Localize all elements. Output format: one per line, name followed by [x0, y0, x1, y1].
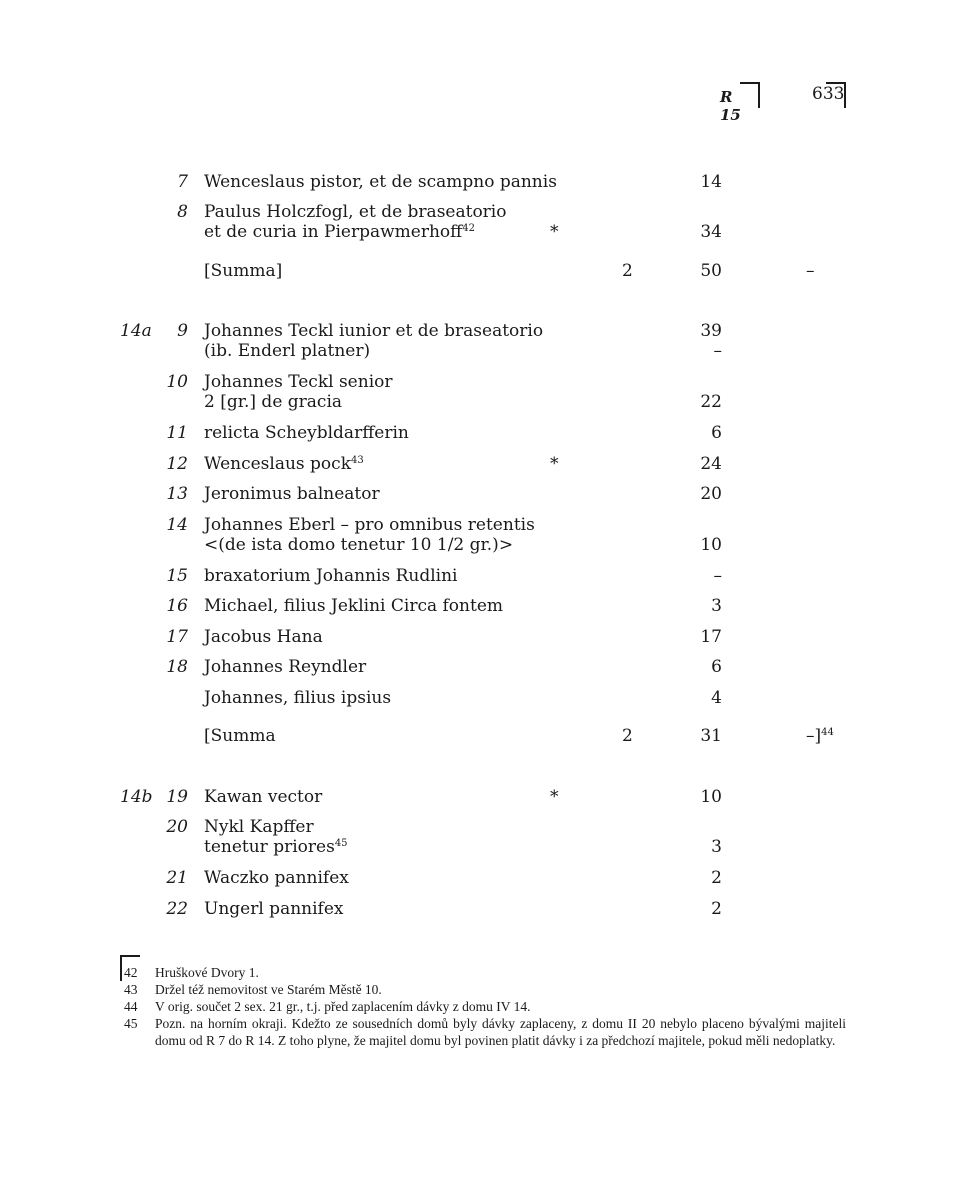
group-label: 14b — [120, 787, 153, 807]
footnote — [124, 998, 846, 1015]
groschen-value: 39 — [700, 321, 722, 341]
entry-text: Nykl Kapffer — [204, 817, 314, 837]
footnote-reference: 43 — [351, 455, 364, 466]
entry-number: 13 — [166, 484, 188, 504]
entry-number: 20 — [166, 817, 188, 837]
entry-text: (ib. Enderl platner) — [204, 341, 371, 361]
groschen-value: 31 — [700, 726, 722, 746]
entry-text: Kawan vector — [204, 787, 323, 807]
groschen-value: 10 — [700, 787, 722, 807]
footnote-number: 45 — [124, 1016, 138, 1031]
entry-number: 14 — [166, 515, 188, 535]
entry-number: 11 — [166, 423, 188, 443]
footnote-text: V orig. součet 2 sex. 21 gr., t.j. před zaplacením dávky z domu IV 14. — [155, 999, 531, 1014]
entry-text — [204, 454, 364, 474]
section-marker-rule — [758, 82, 760, 108]
groschen-value: 20 — [700, 484, 722, 504]
entry-text — [204, 837, 348, 857]
footnote-number: 42 — [124, 965, 138, 980]
entry-text: [Summa] — [204, 261, 283, 281]
sexagena-value: 2 — [622, 261, 633, 281]
groschen-value: 6 — [711, 657, 722, 677]
footnote-text: Držel též nemovitost ve Starém Městě 10. — [155, 982, 382, 997]
groschen-value: 24 — [700, 454, 722, 474]
asterisk-mark: * — [550, 787, 559, 807]
groschen-value: 2 — [711, 899, 722, 919]
asterisk-mark: * — [550, 222, 559, 242]
entry-number: 17 — [166, 627, 188, 647]
groschen-value: 50 — [700, 261, 722, 281]
groschen-value: – — [713, 566, 722, 586]
footnote-number: 43 — [124, 982, 138, 997]
entry-text: Johannes Teckl senior — [204, 372, 393, 392]
entry-text: Wenceslaus pistor, et de scampno pannis — [204, 172, 557, 192]
entry-text: Johannes, filius ipsius — [204, 688, 392, 708]
entry-number: 22 — [166, 899, 188, 919]
footnote-reference: 45 — [334, 838, 348, 849]
entry-text: Jacobus Hana — [204, 627, 323, 647]
entry-text: Waczko pannifex — [204, 868, 349, 888]
footnote-text: Pozn. na horním okraji. Kdežto ze sousedních domů byly dávky zaplaceny, z domu II 20 nebylo placeno bývalými majiteli domu od R 7 do R 14. Z toho plyne, že majitel domu byl povinen platit dávky i za předchozí majitele, pokud měli nedoplatky. — [155, 1016, 846, 1048]
entry-number: 8 — [177, 202, 188, 222]
footnote — [124, 964, 846, 981]
entry-text — [204, 222, 475, 242]
footnote — [124, 1015, 846, 1049]
entry-text: <(de ista domo tenetur 10 1/2 gr.)> — [204, 535, 514, 555]
groschen-value: 22 — [700, 392, 722, 412]
footnote-reference: 44 — [821, 727, 834, 738]
footnote-number: 44 — [124, 999, 138, 1014]
groschen-value: 14 — [700, 172, 722, 192]
groschen-value: 6 — [711, 423, 722, 443]
entry-number: 19 — [166, 787, 188, 807]
entry-text: Jeronimus balneator — [204, 484, 380, 504]
footnote-rule-vertical — [120, 955, 122, 981]
page-number-rule — [844, 82, 846, 108]
entry-number: 15 — [166, 566, 188, 586]
denar-text: –] — [806, 726, 822, 746]
entry-number: 18 — [166, 657, 188, 677]
entry-text: braxatorium Johannis Rudlini — [204, 566, 458, 586]
groschen-value: 2 — [711, 868, 722, 888]
entry-number: 12 — [166, 454, 188, 474]
denar-value: – — [806, 261, 815, 281]
entry-text: Michael, filius Jeklini Circa fontem — [204, 596, 504, 616]
entry-text-line: et de curia in Pierpawmerhoff — [204, 222, 463, 242]
page-number-rule-top — [826, 82, 846, 84]
groschen-value: 17 — [700, 627, 722, 647]
entry-number: 10 — [166, 372, 188, 392]
footnote — [124, 981, 846, 998]
groschen-value: 34 — [700, 222, 722, 242]
groschen-value: 10 — [700, 535, 722, 555]
page-number: 633 — [812, 84, 845, 104]
entry-text: Johannes Reyndler — [204, 657, 367, 677]
entry-text: Paulus Holczfogl, et de braseatorio — [204, 202, 507, 222]
entry-text: relicta Scheybldarfferin — [204, 423, 409, 443]
groschen-value: 3 — [711, 837, 722, 857]
section-marker-rule-top — [740, 82, 760, 84]
entry-text: 2 [gr.] de gracia — [204, 392, 343, 412]
footnote-rule-horizontal — [120, 955, 140, 957]
entry-text: Ungerl pannifex — [204, 899, 344, 919]
footnote-reference: 42 — [462, 223, 475, 234]
denar-value — [806, 726, 834, 746]
entry-text: [Summa — [204, 726, 276, 746]
entry-text: Johannes Teckl iunior et de braseatorio — [204, 321, 544, 341]
section-marker: R 15 — [720, 88, 741, 124]
groschen-value: 4 — [711, 688, 722, 708]
entry-text-line: Wenceslaus pock — [204, 454, 351, 474]
footnote-text: Hruškové Dvory 1. — [155, 965, 259, 980]
entry-number: 16 — [166, 596, 188, 616]
sexagena-value: 2 — [622, 726, 633, 746]
asterisk-mark: * — [550, 454, 559, 474]
group-label: 14a — [120, 321, 152, 341]
entry-text: Johannes Eberl – pro omnibus retentis — [204, 515, 535, 535]
entry-number: 21 — [166, 868, 188, 888]
groschen-value: 3 — [711, 596, 722, 616]
entry-text-line: tenetur priores — [204, 837, 335, 857]
entry-number: 9 — [177, 321, 188, 341]
groschen-value: – — [713, 341, 722, 361]
entry-number: 7 — [177, 172, 188, 192]
